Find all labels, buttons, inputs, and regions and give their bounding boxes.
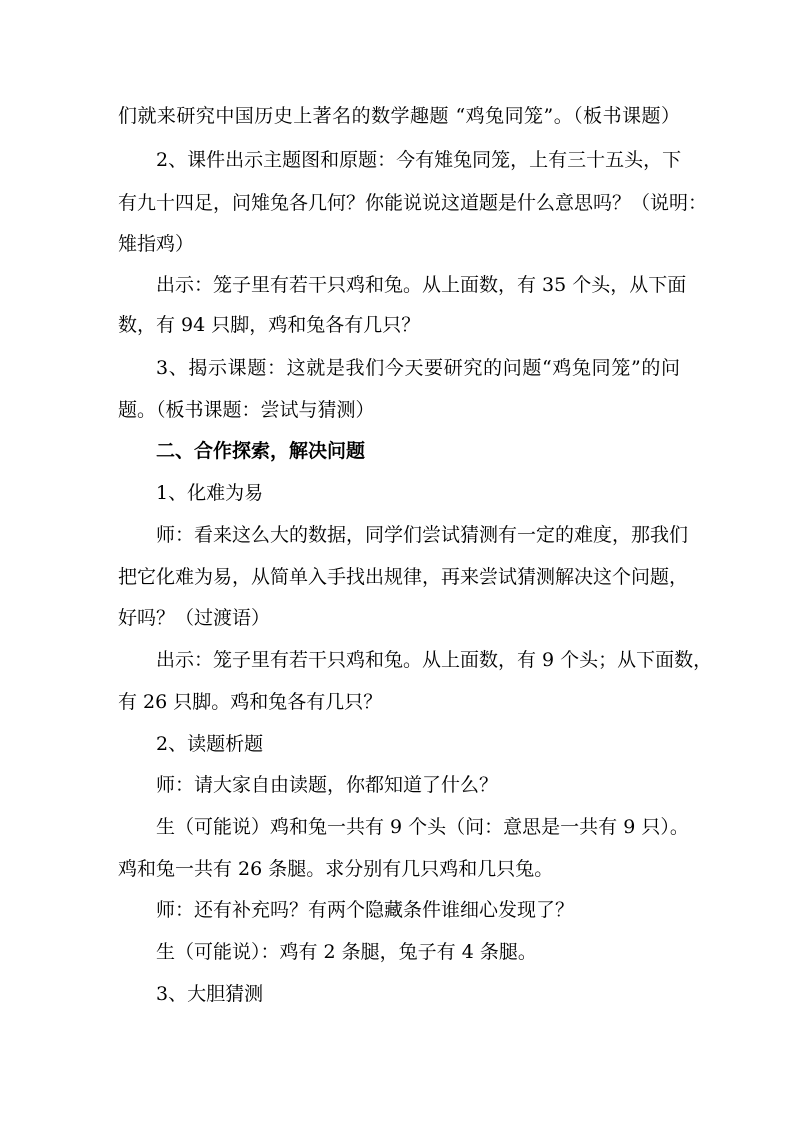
text-line: 题。（板书课题：尝试与猜测）: [118, 399, 375, 421]
text-line: 把它化难为易，从简单入手找出规律，再来尝试猜测解决这个问题，: [118, 566, 689, 588]
text-line: 有九十四足，问雉兔各几何？你能说说这道题是什么意思吗？（说明：: [118, 192, 708, 214]
text-line: 有 26 只脚。鸡和兔各有几只？: [118, 691, 383, 713]
text-line: 生（可能说）：鸡有 2 条腿，兔子有 4 条腿。: [156, 941, 537, 963]
text-line: 师：请大家自由读题，你都知道了什么？: [156, 774, 499, 796]
text-line: 数，有 94 只脚，鸡和兔各有几只？: [118, 314, 421, 336]
text-line: 生（可能说）鸡和兔一共有 9 个头（问：意思是一共有 9 只）。: [156, 816, 689, 838]
text-line: 3、大胆猜测: [156, 983, 264, 1005]
text-line: 好吗？（过渡语）: [118, 607, 271, 629]
text-line: 2、读题析题: [156, 733, 264, 755]
text-line: 出示：笼子里有若干只鸡和兔。从上面数，有 35 个头，从下面: [156, 274, 687, 296]
text-line: 雉指鸡）: [118, 233, 195, 255]
text-line: 1、化难为易: [156, 482, 264, 504]
text-line: 2、课件出示主题图和原题：今有雉兔同笼，上有三十五头，下: [156, 149, 682, 171]
section-heading: 二、合作探索，解决问题: [156, 440, 366, 462]
text-line: 出示：笼子里有若干只鸡和兔。从上面数，有 9 个头；从下面数，: [156, 649, 713, 671]
text-line: 师：还有补充吗？有两个隐藏条件谁细心发现了？: [156, 899, 575, 921]
text-line: 3、揭示课题：这就是我们今天要研究的问题“鸡兔同笼”的问: [156, 357, 680, 379]
text-line: 鸡和兔一共有 26 条腿。求分别有几只鸡和几只兔。: [118, 858, 554, 880]
text-line: 们就来研究中国历史上著名的数学趣题 “鸡兔同笼”。（板书课题）: [118, 105, 680, 127]
text-line: 师：看来这么大的数据，同学们尝试猜测有一定的难度，那我们: [156, 524, 689, 546]
